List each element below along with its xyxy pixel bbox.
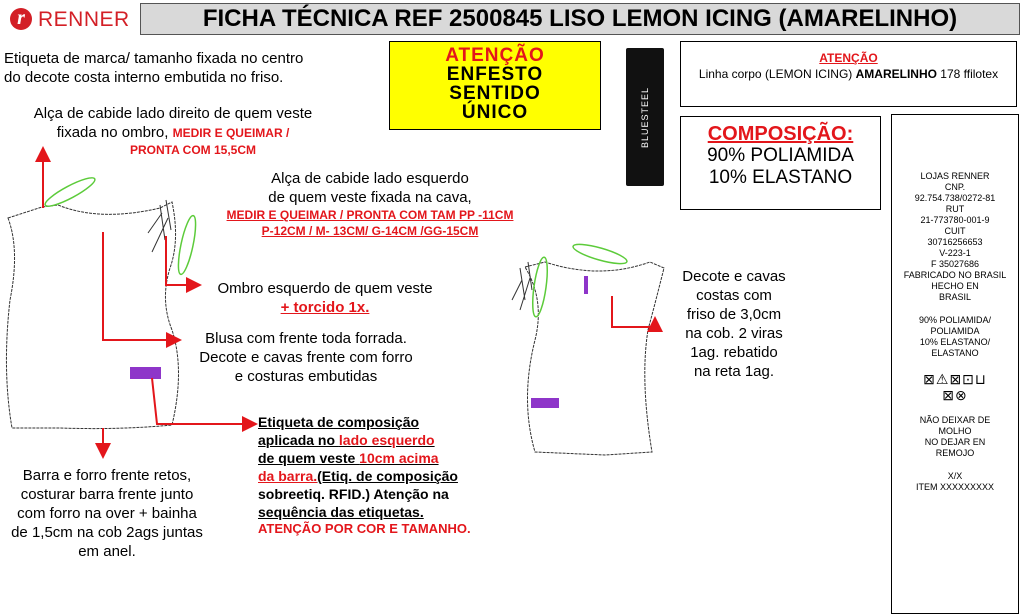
back-loop-shoulder — [571, 241, 628, 268]
note-red-text: lado esquerdo — [338, 432, 435, 448]
note-line: de 1,5cm na cob 2ags juntas — [11, 524, 203, 541]
front-loop-right-shoulder — [42, 174, 97, 211]
note-line: sequência das etiquetas. — [258, 504, 424, 520]
composition-line: 90% POLIAMIDA — [707, 145, 854, 166]
note-alca-esquerda — [190, 169, 550, 239]
note-red-text: P-12CM / M- 13CM/ G-14CM /GG-15CM — [261, 224, 479, 238]
note-blusa — [176, 329, 436, 386]
note-line: na cob. 2 viras — [685, 325, 783, 342]
care-line: CNP. — [944, 182, 966, 192]
note-red-text: ATENÇÃO POR COR E TAMANHO. — [258, 521, 471, 536]
care-line: CUIT — [944, 226, 966, 236]
logo-letter: r — [17, 7, 25, 29]
note-line: Alça de cabide lado direito de quem veste — [33, 105, 313, 122]
note-line: costurar barra frente junto — [20, 486, 194, 503]
note-red-text: + torcido 1x. — [280, 299, 370, 316]
back-strap-lines — [512, 262, 532, 310]
care-size-block — [892, 471, 1018, 493]
care-line: F 35027686 — [930, 259, 980, 269]
thread-attention-title: ATENÇÃO — [819, 51, 878, 65]
care-line: V-223-1 — [939, 248, 971, 258]
attention-line: ENFESTO — [446, 64, 544, 85]
note-line: Etiqueta de composição — [258, 414, 420, 430]
care-label — [891, 114, 1019, 614]
composition-box — [680, 116, 881, 210]
note-line: Ombro esquerdo de quem veste — [217, 280, 433, 297]
attention-line: SENTIDO — [449, 83, 541, 104]
note-line: Decote e cavas — [682, 268, 786, 285]
thread-text: Linha corpo (LEMON ICING) — [698, 67, 856, 81]
note-line: Blusa com frente toda forrada. — [205, 330, 407, 347]
front-strap-lines — [148, 200, 171, 252]
brand-name: RENNER — [38, 8, 130, 31]
care-line: MOLHO — [938, 426, 972, 436]
composition-line: 10% ELASTANO — [708, 167, 853, 188]
back-loop-armhole — [530, 256, 550, 317]
note-alca-direita — [8, 104, 338, 158]
note-decote-cavas — [666, 267, 802, 381]
note-red-text: PRONTA COM 15,5CM — [129, 143, 256, 157]
note-text: (Etiq. de composição — [317, 468, 458, 484]
front-composition-label — [130, 367, 161, 379]
care-line: NO DEJAR EN — [924, 437, 986, 447]
note-barra — [0, 466, 214, 561]
attention-line: ÚNICO — [461, 102, 529, 123]
attention-title: ATENÇÃO — [445, 45, 545, 66]
thread-text: 178 ffilotex — [936, 67, 999, 81]
note-ombro — [200, 279, 450, 317]
care-composition-block — [892, 315, 1018, 359]
note-line: na reta 1ag. — [693, 363, 775, 380]
brand-label-text: BLUESTEEL — [640, 86, 650, 148]
note-line: costas com — [696, 287, 772, 304]
note-line: com forro na over + bainha — [17, 505, 197, 522]
care-line: LOJAS RENNER — [920, 171, 990, 181]
care-line: 90% POLIAMIDA/ — [918, 315, 992, 325]
note-line: friso de 3,0cm — [686, 306, 782, 323]
care-line: 30716256653 — [927, 237, 983, 247]
care-line: ELASTANO — [931, 348, 979, 358]
thread-attention-text — [681, 66, 1016, 82]
note-red-text: da barra. — [258, 468, 318, 484]
page-title: FICHA TÉCNICA REF 2500845 LISO LEMON ICING (AMARELINHO) — [140, 3, 1020, 35]
care-line: POLIAMIDA — [930, 326, 980, 336]
care-symbols-icon — [892, 371, 1018, 403]
attention-cutting-box — [389, 41, 601, 130]
arrow-decote — [612, 296, 655, 327]
care-item: ITEM XXXXXXXXX — [915, 482, 995, 492]
note-text: de quem veste — [258, 450, 360, 466]
note-text: aplicada no — [258, 432, 339, 448]
care-line: BRASIL — [938, 292, 971, 302]
care-line: 21-773780-001-9 — [920, 215, 990, 225]
composition-title: COMPOSIÇÃO: — [707, 123, 854, 145]
note-line: sobreetiq. RFID.) Atenção na — [258, 486, 449, 502]
note-line: de quem veste fixada na cava, — [268, 189, 472, 206]
note-red-text: MEDIR E QUEIMAR / — [172, 126, 290, 140]
care-line: 92.754.738/0272-81 — [914, 193, 996, 203]
thread-color-name: AMARELINHO — [855, 67, 937, 81]
note-line — [8, 123, 338, 142]
note-etiqueta-marca — [4, 49, 303, 87]
care-line: FABRICADO NO BRASIL — [903, 270, 1007, 280]
back-brand-label — [584, 276, 588, 294]
note-text: fixada no ombro, — [56, 124, 169, 141]
note-line: do decote costa interno embutida no friso. — [4, 69, 284, 86]
care-symbols-row: ⊠⚠⊠⊡⊔ — [923, 371, 987, 387]
note-line: e costuras embutidas — [234, 368, 378, 385]
note-line: Barra e forro frente retos, — [22, 467, 192, 484]
care-company-block — [892, 171, 1018, 303]
thread-attention-box — [680, 41, 1017, 107]
care-size: X/X — [947, 471, 963, 481]
note-line: Alça de cabide lado esquerdo — [271, 170, 469, 187]
care-line: RUT — [945, 204, 965, 214]
note-line: 1ag. rebatido — [690, 344, 778, 361]
back-composition-label — [531, 398, 559, 408]
note-line: em anel. — [78, 543, 136, 560]
care-line: HECHO EN — [931, 281, 979, 291]
note-line: Etiqueta de marca/ tamanho fixada no centro — [4, 50, 304, 67]
note-etiqueta-composicao — [258, 413, 471, 537]
note-red-text: 10cm acima — [359, 450, 439, 466]
care-line: NÃO DEIXAR DE — [919, 415, 991, 425]
care-line: REMOJO — [935, 448, 975, 458]
note-line: Decote e cavas frente com forro — [199, 349, 413, 366]
care-warning-block — [892, 415, 1018, 459]
note-red-text: MEDIR E QUEIMAR / PRONTA COM TAM PP -11CM — [226, 208, 514, 222]
care-symbols-row: ⊠⊗ — [942, 387, 968, 403]
front-garment-outline — [6, 202, 178, 429]
care-line: 10% ELASTANO/ — [919, 337, 991, 347]
